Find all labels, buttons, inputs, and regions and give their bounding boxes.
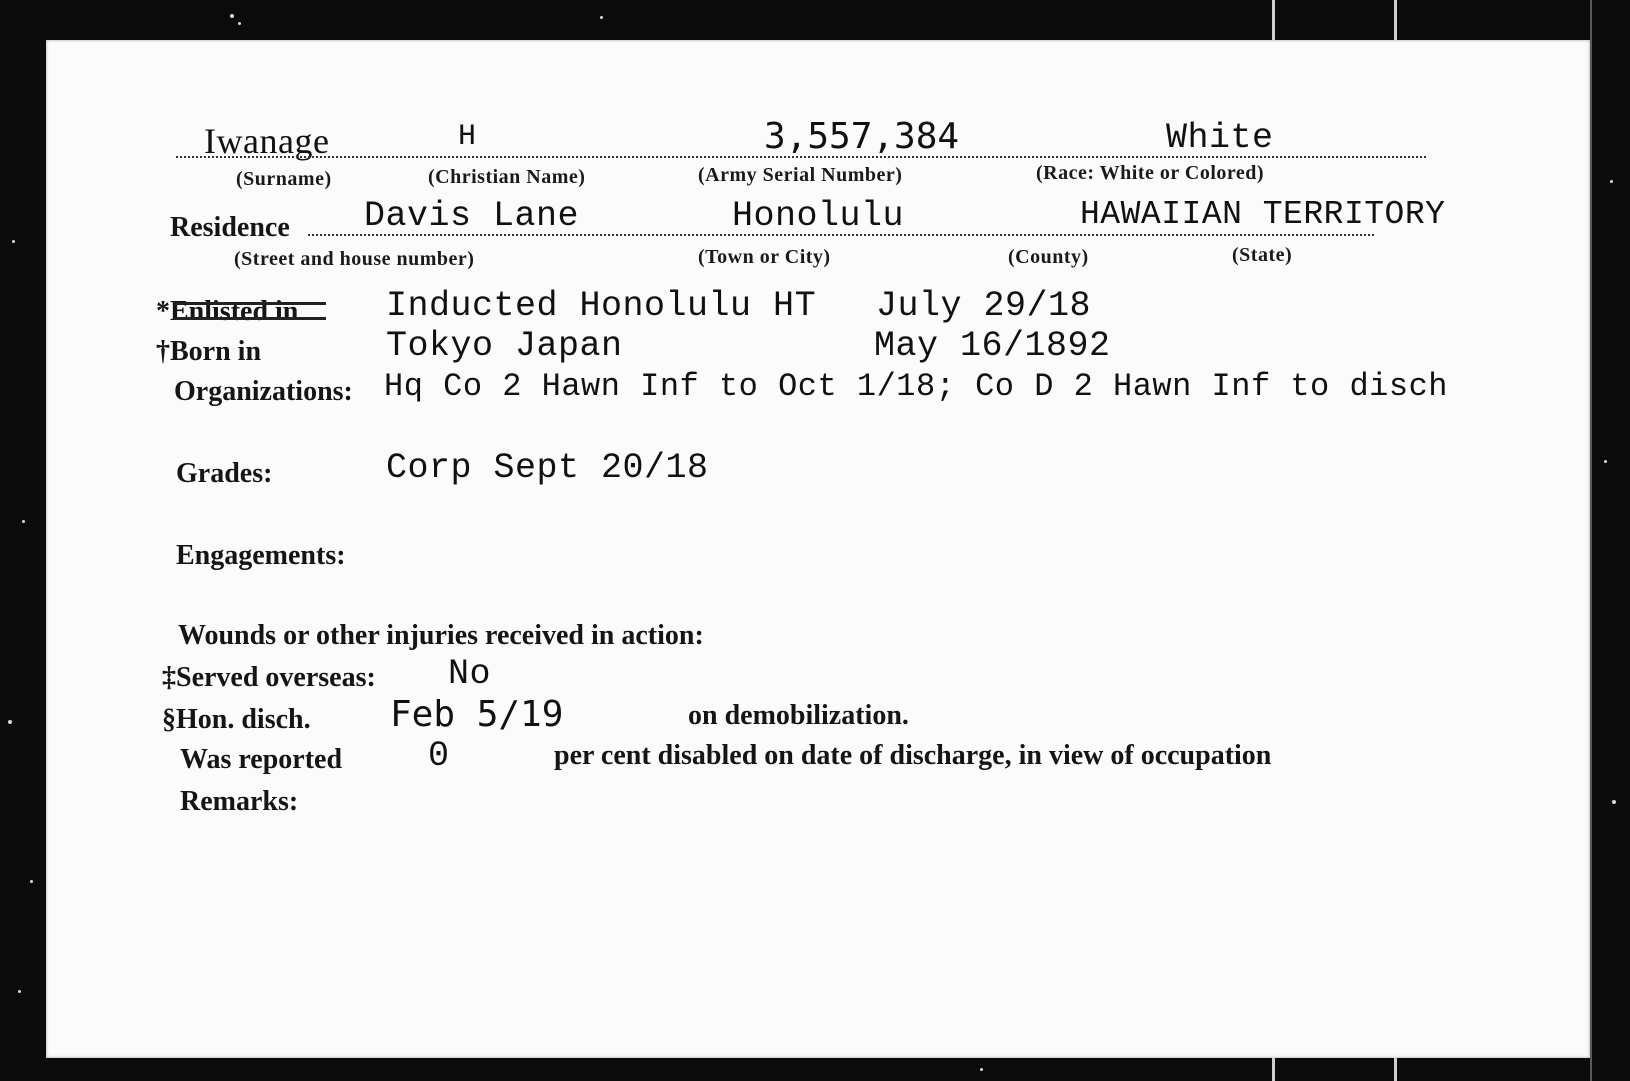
christian-name-caption: (Christian Name) — [428, 166, 586, 188]
enlisted-place: Inducted Honolulu HT — [386, 286, 817, 326]
grades-label: Grades: — [176, 458, 273, 489]
reported-value: 0 — [428, 736, 450, 776]
street-caption: (Street and house number) — [234, 248, 475, 270]
town-value: Honolulu — [732, 196, 905, 236]
state-caption: (State) — [1232, 244, 1293, 266]
born-label: †Born in — [156, 336, 262, 367]
born-date: May 16/1892 — [874, 326, 1111, 366]
record-card — [46, 40, 1590, 1058]
engagements-label: Engagements: — [176, 540, 346, 571]
remarks-label: Remarks: — [180, 786, 299, 817]
born-place: Tokyo Japan — [386, 326, 623, 366]
christian-name-value: H — [458, 120, 477, 154]
grades-value: Corp Sept 20/18 — [386, 448, 709, 488]
reported-suffix: per cent disabled on date of discharge, in view of occupation — [554, 740, 1272, 771]
row2-dotted-line — [308, 234, 1374, 236]
town-caption: (Town or City) — [698, 246, 831, 268]
organizations-label: Organizations: — [174, 376, 353, 407]
enlisted-date: July 29/18 — [876, 286, 1092, 326]
wounds-label: Wounds or other injuries received in action: — [178, 620, 704, 651]
surname-value: Iwanage — [204, 121, 330, 161]
reported-label: Was reported — [180, 744, 343, 775]
discharge-value: Feb 5/19 — [390, 694, 564, 735]
surname-caption: (Surname) — [236, 168, 332, 190]
enlisted-strikeout — [174, 302, 326, 320]
serial-number-caption: (Army Serial Number) — [698, 164, 903, 186]
serial-number-value: 3,557,384 — [764, 116, 960, 157]
enlisted-label: *Enlisted in — [156, 296, 299, 327]
race-caption: (Race: White or Colored) — [1036, 162, 1265, 184]
row1-dotted-line — [176, 156, 1426, 158]
residence-label: Residence — [170, 212, 290, 243]
discharge-label: §Hon. disch. — [162, 704, 311, 735]
organizations-value: Hq Co 2 Hawn Inf to Oct 1/18; Co D 2 Hawn Inf to disch — [384, 368, 1448, 405]
overseas-label: ‡Served overseas: — [162, 662, 376, 693]
discharge-suffix: on demobilization. — [688, 700, 909, 731]
overseas-value: No — [448, 654, 492, 694]
state-value: HAWAIIAN TERRITORY — [1080, 196, 1446, 233]
street-value: Davis Lane — [364, 196, 580, 236]
county-caption: (County) — [1008, 246, 1089, 268]
race-value: White — [1166, 118, 1274, 158]
